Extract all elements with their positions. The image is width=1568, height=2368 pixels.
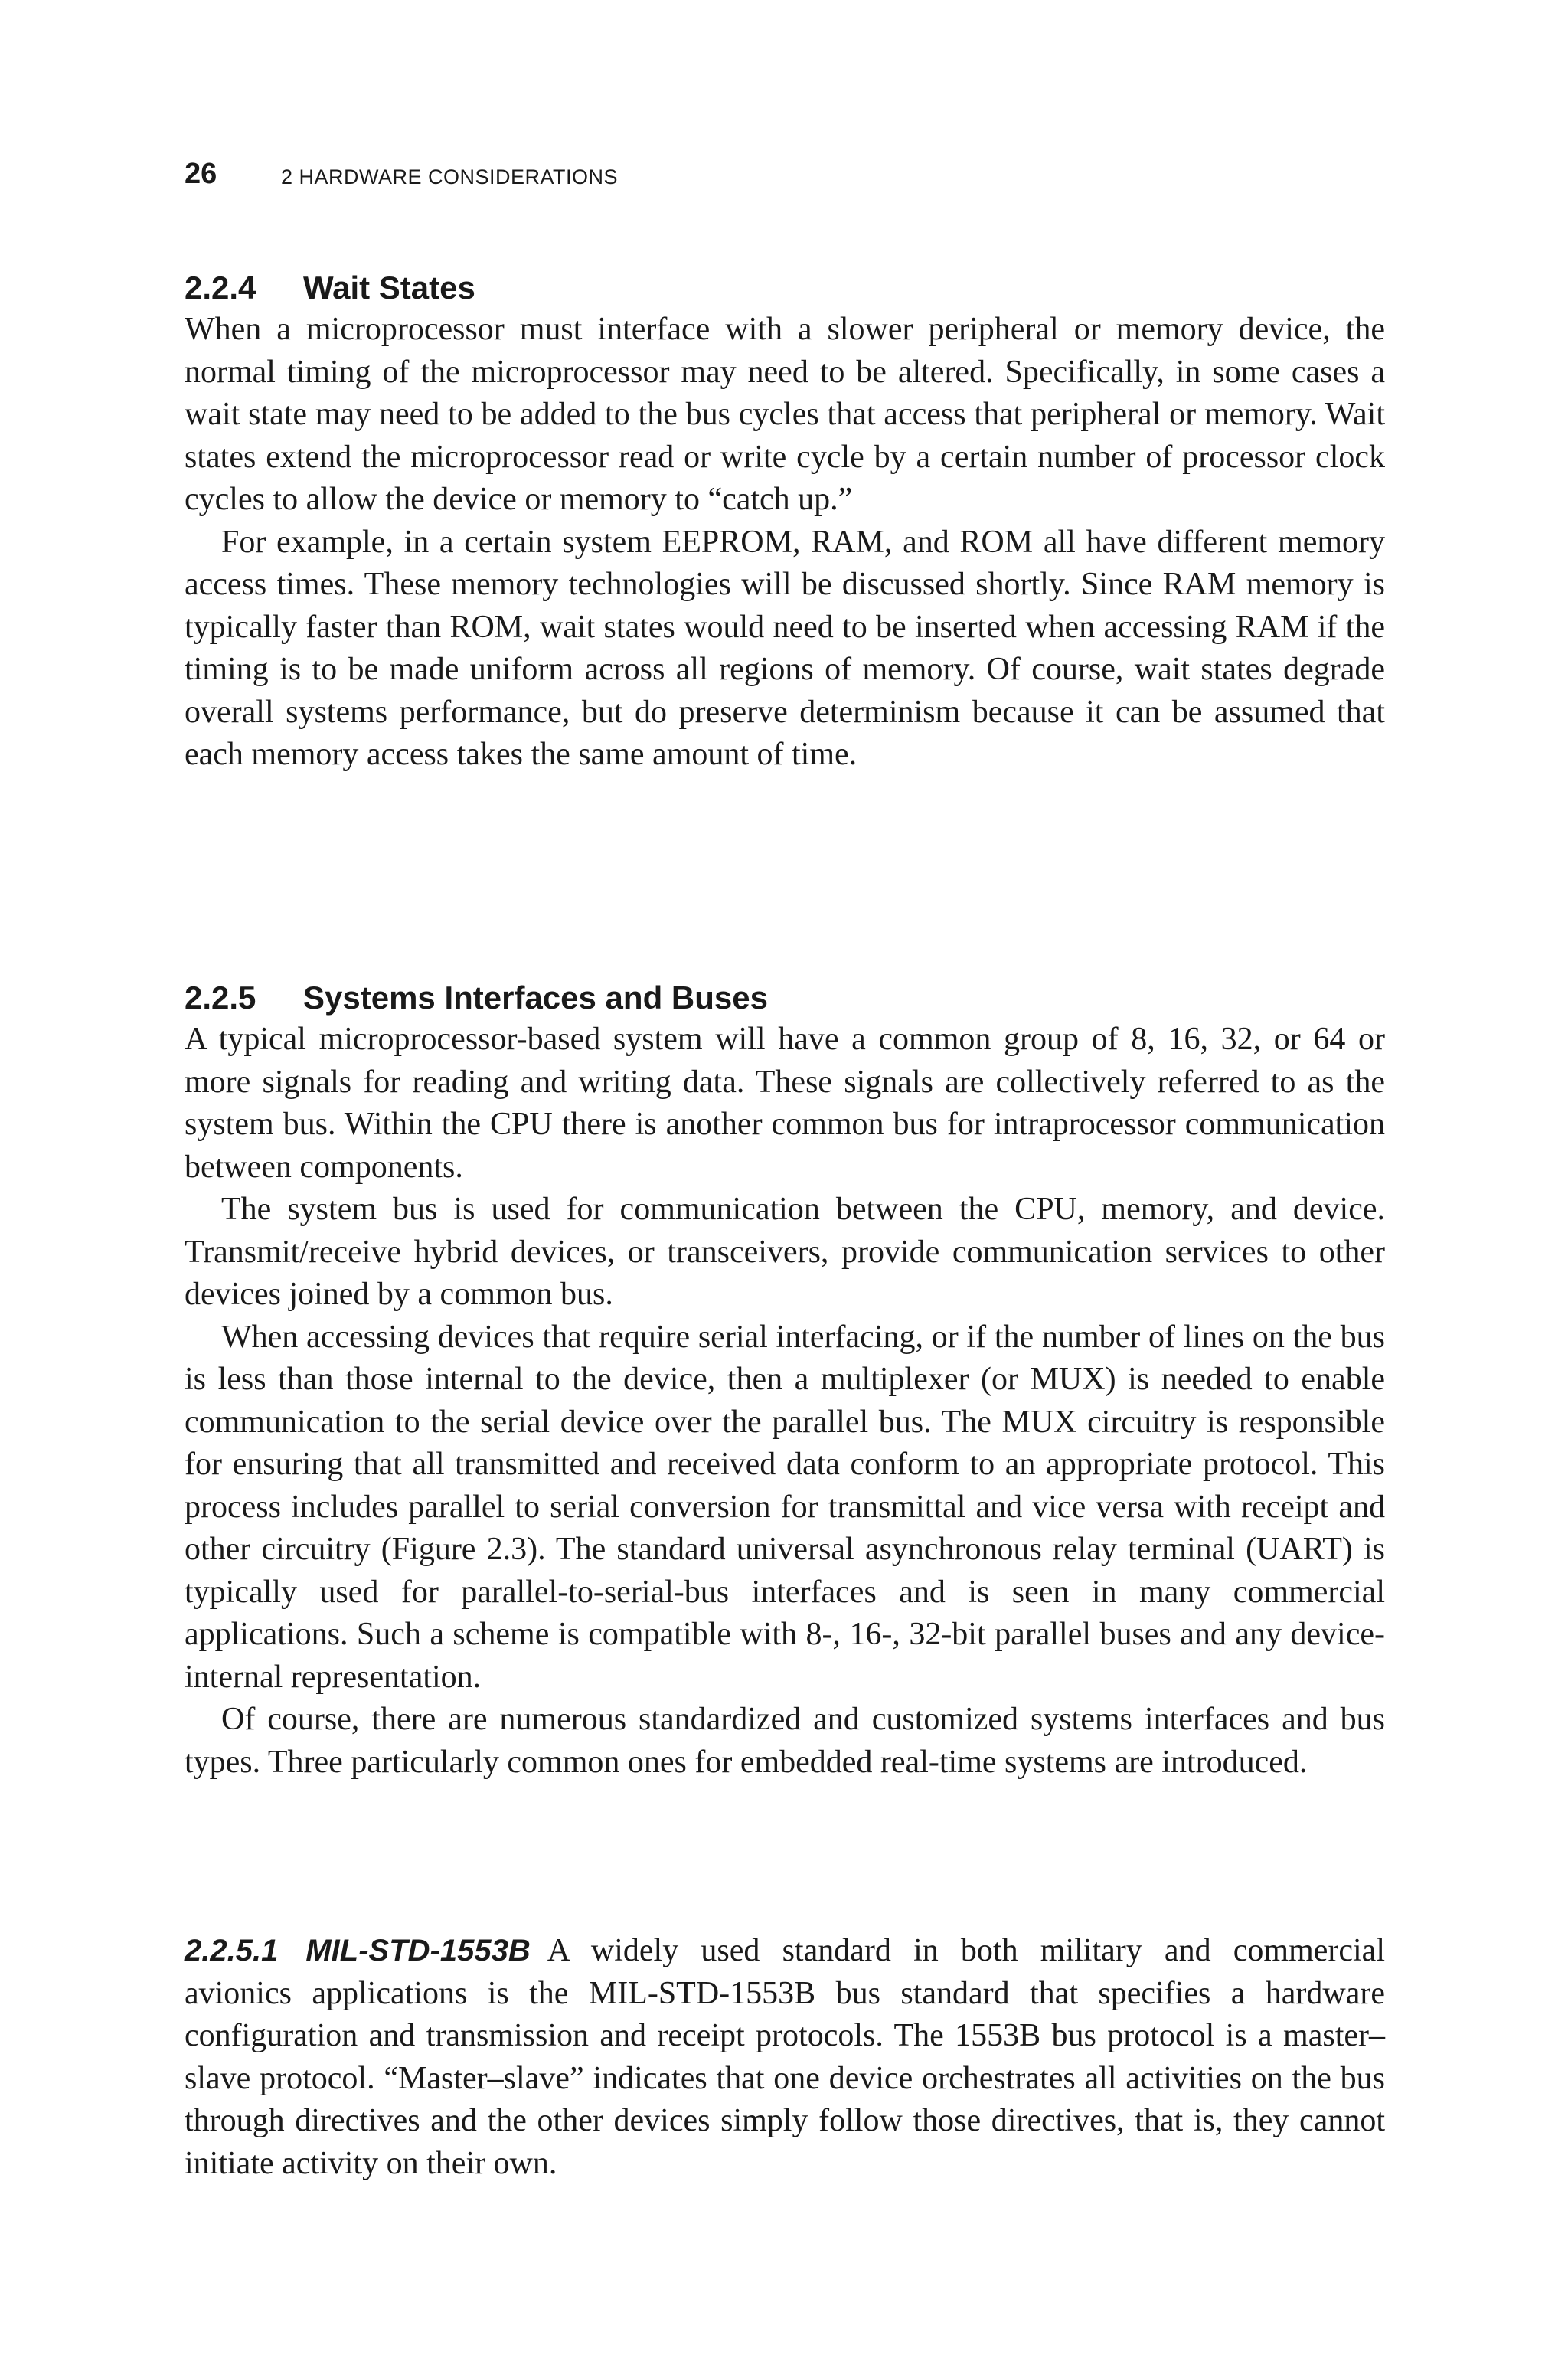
paragraph: When a microprocessor must interface with a slower peripheral or memory device, the normal timing of the microprocessor may need to be altered. Specifically, in some cases a wait state may need to be added to the bus cycles that access that peripheral or memory. Wait states extend the microprocessor read or write cycle by a certain number of processor clock cycles to allow the device or memory to “catch up.”: [185, 312, 1385, 517]
paragraph: Of course, there are numerous standardized and customized systems interfaces and bus types. Three particularly common ones for embedded real-time systems are introduced.: [185, 1702, 1385, 1780]
subsection-heading: [185, 1934, 547, 1967]
paragraph: When accessing devices that require serial interfacing, or if the number of lines on the bus is less than those internal to the device, then a multiplexer (or MUX) is needed to enable communication to the serial device over the parallel bus. The MUX circuitry is responsible for ensuring that all transmitted and received data conform to an appropriate protocol. This process includes parallel to serial conversion for transmittal and vice versa with receipt and other circuitry (Figure 2.3). The standard universal asynchronous relay terminal (UART) is typically used for parallel-to-serial-bus interfaces and is seen in many commercial applications. Such a scheme is compatible with 8-, 16-, 32-bit parallel buses and any device-internal representation.: [185, 1319, 1385, 1695]
paragraph: For example, in a certain system EEPROM, RAM, and ROM all have different memory access times. These memory technologies will be discussed shortly. Since RAM memory is typically faster than ROM, wait states would need to be inserted when accessing RAM if the timing is to be made uniform across all regions of memory. Of course, wait states degrade overall systems performance, but do preserve determinism because it can be assumed that each memory access takes the same amount of time.: [185, 524, 1385, 772]
paragraph-text: A widely used standard in both military and commercial avionics applications is the MIL-STD-1553B bus standard that specifies a hardware configuration and transmission and receipt protocols. The 1553B bus protocol is a master–slave protocol. “Master–slave” indicates that one device orchestrates all activities on the bus through directives and the other devices simply follow those directives, that is, they cannot initiate activity on their own.: [185, 1933, 1385, 2181]
wait-states-body: [185, 309, 1385, 777]
section-heading-interfaces: [185, 976, 1385, 1019]
paragraph-mil-std: [185, 1930, 1385, 2185]
section-title: Wait States: [303, 269, 475, 306]
section-number: 2.2.5: [185, 979, 256, 1016]
interfaces-body: [185, 1019, 1385, 1784]
section-number: 2.2.4: [185, 269, 256, 306]
chapter-label: 2 HARDWARE CONSIDERATIONS: [281, 165, 619, 188]
subsection-number: 2.2.5.1: [185, 1934, 279, 1967]
section-heading-wait-states: [185, 267, 1385, 309]
paragraph: The system bus is used for communication between the CPU, memory, and device. Transmit/receive hybrid devices, or transceivers, provide communication services to other devices joined by a common bus.: [185, 1192, 1385, 1312]
running-head: [185, 155, 1385, 193]
subsection-title: MIL-STD-1553B: [305, 1934, 531, 1967]
mil-std-body: [185, 1930, 1385, 2185]
page-number: 26: [185, 158, 217, 190]
paragraph: A typical microprocessor-based system will have a common group of 8, 16, 32, or 64 or more signals for reading and writing data. These signals are collectively referred to as the system bus. Within the CPU there is another common bus for intraprocessor communication between components.: [185, 1022, 1385, 1185]
section-title: Systems Interfaces and Buses: [303, 979, 768, 1016]
